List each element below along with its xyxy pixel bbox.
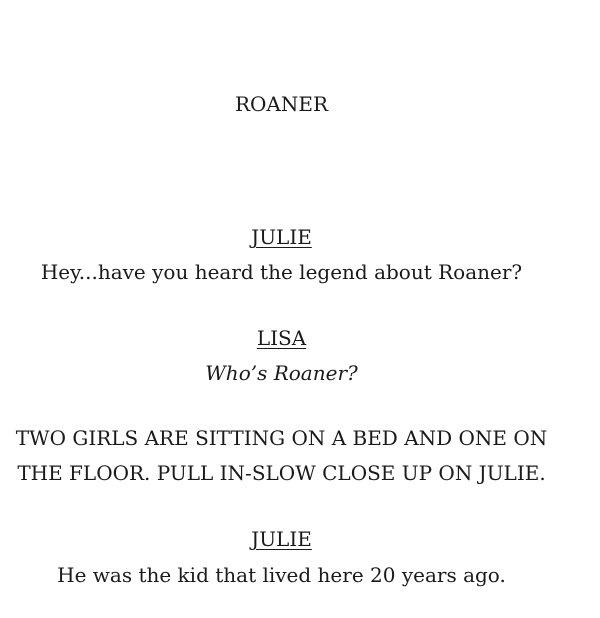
script-title: ROANER	[234, 92, 329, 116]
character-name-julie: JULIE	[251, 225, 312, 249]
character-name-julie: JULIE	[251, 527, 312, 551]
dialogue-line: Hey...have you heard the legend about Roaner?	[40, 260, 523, 284]
dialogue-line: Who’s Roaner?	[205, 361, 358, 385]
dialogue-line: He was the kid that lived here 20 years ago.	[57, 563, 506, 587]
action-line: THE FLOOR. PULL IN-SLOW CLOSE UP ON JULIE.	[17, 461, 546, 485]
action-line: TWO GIRLS ARE SITTING ON A BED AND ONE ON	[15, 426, 548, 450]
character-name-lisa: LISA	[256, 326, 307, 350]
